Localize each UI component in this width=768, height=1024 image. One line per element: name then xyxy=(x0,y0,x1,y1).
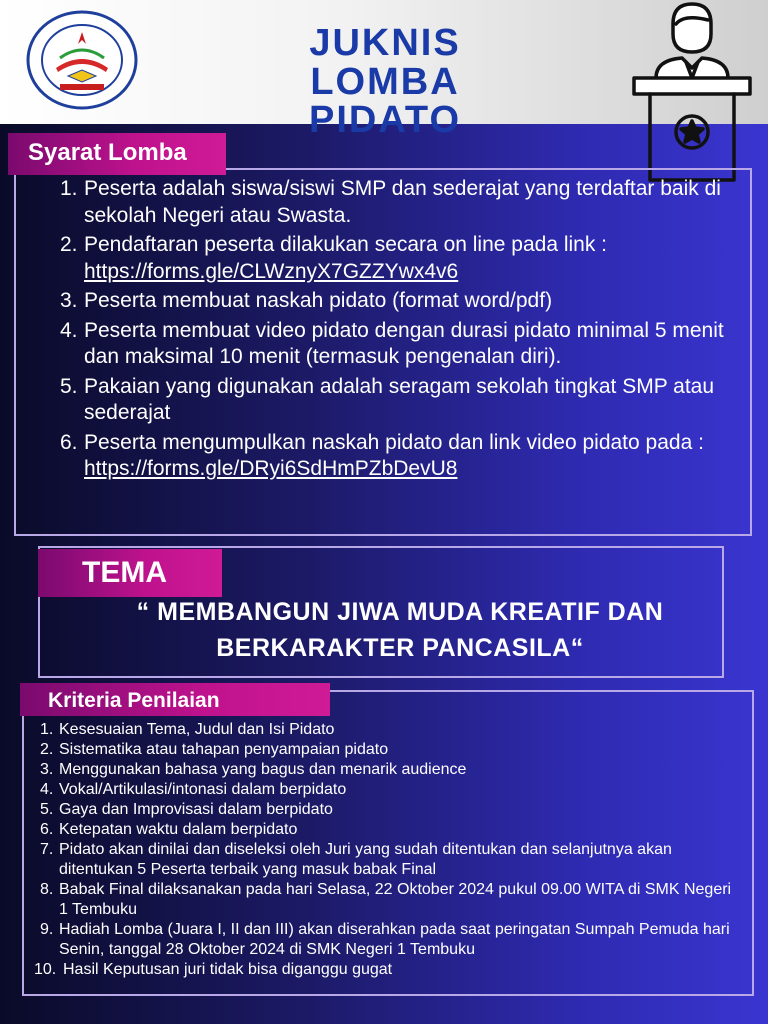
syarat-item xyxy=(54,232,734,285)
kriteria-item-number: 6. xyxy=(40,821,54,838)
kriteria-item xyxy=(36,960,736,980)
syarat-item xyxy=(54,318,734,371)
syarat-item-number: 4. xyxy=(60,318,78,342)
kriteria-item-number: 8. xyxy=(40,881,54,898)
syarat-item-link[interactable]: https://forms.gle/DRyi6SdHmPZbDevU8 xyxy=(84,457,458,480)
kriteria-item-text: Vokal/Artikulasi/intonasi dalam berpidato xyxy=(59,781,347,798)
syarat-item-number: 6. xyxy=(60,430,78,454)
syarat-item-text: Peserta membuat naskah pidato (format word/pdf) xyxy=(84,289,553,312)
kriteria-list xyxy=(36,720,736,980)
kriteria-item xyxy=(36,720,736,740)
kriteria-item-number: 9. xyxy=(40,921,54,938)
kriteria-item xyxy=(36,840,736,880)
syarat-item-text: Peserta adalah siswa/siswi SMP dan sederajat yang terdaftar baik di sekolah Negeri atau Swasta. xyxy=(84,177,721,227)
kriteria-item-text: Menggunakan bahasa yang bagus dan menarik audience xyxy=(59,761,467,778)
kriteria-item-number: 4. xyxy=(40,781,54,798)
kriteria-section-label: Kriteria Penilaian xyxy=(20,683,330,716)
syarat-item xyxy=(54,288,734,315)
kriteria-item-number: 2. xyxy=(40,741,54,758)
kriteria-item xyxy=(36,820,736,840)
school-logo-icon xyxy=(26,10,138,110)
syarat-item xyxy=(54,374,734,427)
kriteria-item-text: Kesesuaian Tema, Judul dan Isi Pidato xyxy=(59,721,335,738)
kriteria-item-text: Sistematika atau tahapan penyampaian pidato xyxy=(59,741,389,758)
kriteria-item-text: Ketepatan waktu dalam berpidato xyxy=(59,821,298,838)
syarat-item-link[interactable]: https://forms.gle/CLWznyX7GZZYwx4v6 xyxy=(84,259,459,283)
tema-line-1: “ MEMBANGUN JIWA MUDA KREATIF DAN xyxy=(136,598,664,626)
kriteria-item xyxy=(36,740,736,760)
syarat-item xyxy=(54,176,734,229)
kriteria-item-text: Pidato akan dinilai dan diseleksi oleh Juri yang sudah ditentukan dan selanjutnya akan ditentukan 5 Peserta terbaik yang masuk babak Final xyxy=(59,841,672,878)
syarat-item-text: Pendaftaran peserta dilakukan secara on line pada link : xyxy=(84,233,608,256)
tema-section-label: TEMA xyxy=(38,549,222,597)
kriteria-item-text: Hasil Keputusan juri tidak bisa diganggu gugat xyxy=(63,961,393,978)
speaker-podium-icon xyxy=(624,0,760,186)
kriteria-item-number: 1. xyxy=(40,721,54,738)
kriteria-item-text: Hadiah Lomba (Juara I, II dan III) akan diserahkan pada saat peringatan Sumpah Pemuda hari Senin, tanggal 28 Oktober 2024 di SMK Negeri 1 Tembuku xyxy=(59,921,730,958)
syarat-item-number: 2. xyxy=(60,233,78,256)
tema-line-2: BERKARAKTER PANCASILA“ xyxy=(216,634,584,662)
page-title-line-2: LOMBA PIDATO xyxy=(308,61,462,141)
kriteria-item-text: Gaya dan Improvisasi dalam berpidato xyxy=(59,801,333,818)
syarat-item-number: 1. xyxy=(60,177,78,200)
kriteria-item xyxy=(36,880,736,920)
syarat-item xyxy=(54,430,734,483)
syarat-item-number: 3. xyxy=(60,289,78,312)
kriteria-item-number: 5. xyxy=(40,801,54,818)
kriteria-item xyxy=(36,780,736,800)
syarat-item-number: 5. xyxy=(60,374,78,398)
kriteria-item xyxy=(36,920,736,960)
kriteria-item-number: 7. xyxy=(40,841,54,858)
syarat-item-text: Pakaian yang digunakan adalah seragam sekolah tingkat SMP atau sederajat xyxy=(84,374,715,424)
kriteria-item-number: 10. xyxy=(34,961,57,978)
kriteria-item-text: Babak Final dilaksanakan pada hari Selasa, 22 Oktober 2024 pukul 09.00 WITA di SMK Negeri 1 Tembuku xyxy=(59,881,732,918)
syarat-list xyxy=(54,176,734,486)
kriteria-item-number: 3. xyxy=(40,761,54,778)
syarat-item-text: Peserta mengumpulkan naskah pidato dan link video pidato pada : xyxy=(84,430,704,454)
tema-text xyxy=(60,594,740,666)
page-title-line-1: JUKNIS xyxy=(309,22,461,64)
syarat-section-label: Syarat Lomba xyxy=(8,133,226,175)
kriteria-item xyxy=(36,800,736,820)
kriteria-item xyxy=(36,760,736,780)
syarat-item-text: Peserta membuat video pidato dengan durasi pidato minimal 5 menit dan maksimal 10 menit (termasuk pengenalan diri). xyxy=(84,318,724,368)
